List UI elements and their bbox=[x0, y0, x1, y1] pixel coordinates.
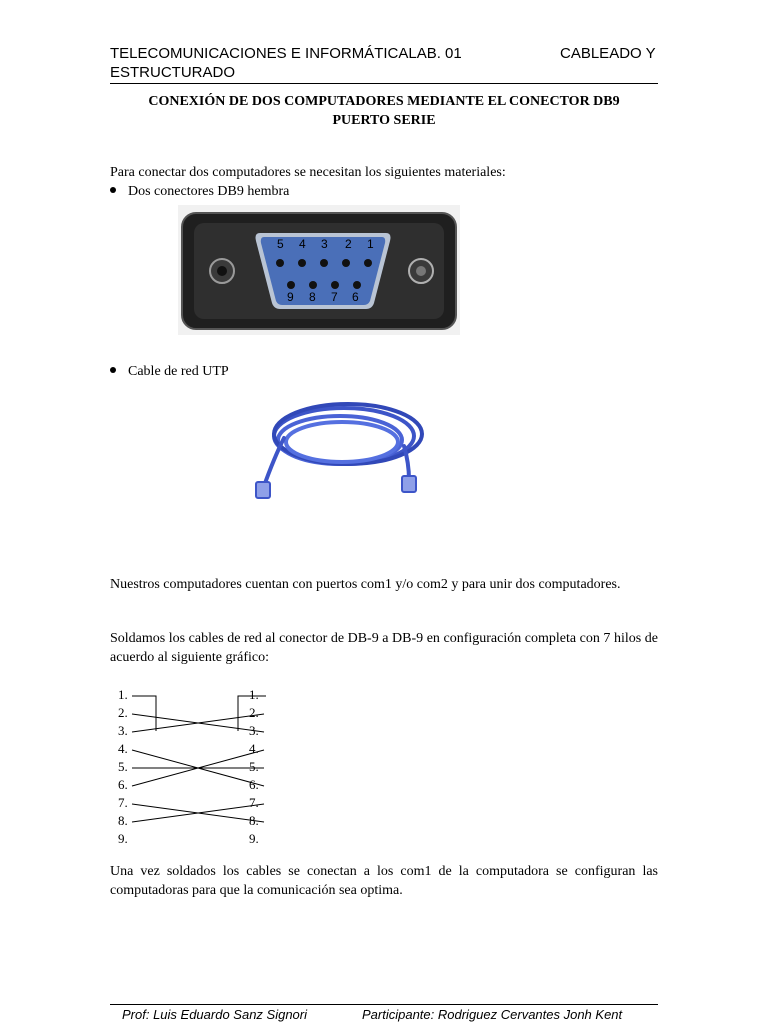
paragraph-ports: Nuestros computadores cuentan con puertos com1 y/o com2 y para unir dos computadores. bbox=[110, 577, 621, 592]
right-pin: 7. bbox=[249, 795, 259, 810]
bullet-dot bbox=[110, 187, 116, 193]
paragraph-wiring: Soldamos los cables de red al conector de DB-9 a DB-9 en configuración completa con 7 hilos de acuerdo al siguiente gráfico: bbox=[110, 631, 658, 665]
bullet-db9-text: Dos conectores DB9 hembra bbox=[128, 184, 290, 199]
paragraph-config: Una vez soldados los cables se conectan a los com1 de la computadora se configuran las computadoras para que la comunicación sea optima. bbox=[110, 864, 658, 898]
footer-participant: Participante: Rodriguez Cervantes Jonh Kent bbox=[362, 1007, 623, 1022]
header-left-line1: TELECOMUNICACIONES E INFORMÁTICALAB. 01 bbox=[110, 45, 462, 62]
footer-professor: Prof: Luis Eduardo Sanz Signori bbox=[122, 1007, 307, 1022]
bullet-dot bbox=[110, 367, 116, 373]
intro-text: Para conectar dos computadores se necesitan los siguientes materiales: bbox=[110, 165, 506, 180]
right-pin: 3. bbox=[249, 723, 259, 738]
left-pin: 9. bbox=[118, 831, 128, 846]
document-title bbox=[110, 92, 658, 130]
right-pin: 5. bbox=[249, 759, 259, 774]
pin-label: 8 bbox=[309, 290, 316, 304]
bullet-db9 bbox=[110, 182, 289, 201]
pin-label: 5 bbox=[277, 237, 284, 251]
right-pin: 2. bbox=[249, 705, 259, 720]
left-pin: 8. bbox=[118, 813, 128, 828]
header-left-line2: ESTRUCTURADO bbox=[110, 64, 236, 81]
title-line2: PUERTO SERIE bbox=[332, 113, 436, 128]
left-pin: 3. bbox=[118, 723, 128, 738]
left-pin: 7. bbox=[118, 795, 128, 810]
header-rule bbox=[110, 83, 658, 84]
right-pin: 4. bbox=[249, 741, 259, 756]
pin-label: 9 bbox=[287, 290, 294, 304]
left-pin: 5. bbox=[118, 759, 128, 774]
bullet-utp-text: Cable de red UTP bbox=[128, 364, 229, 379]
right-pin: 1. bbox=[249, 687, 259, 702]
pin-label: 2 bbox=[345, 237, 352, 251]
db9-connector-image bbox=[178, 205, 460, 335]
wiring-lines bbox=[118, 686, 278, 848]
left-pin: 4. bbox=[118, 741, 128, 756]
right-pin: 8. bbox=[249, 813, 259, 828]
pin-label: 1 bbox=[367, 237, 374, 251]
bullet-utp bbox=[110, 362, 229, 381]
wiring-diagram bbox=[118, 686, 278, 848]
utp-cable-image bbox=[244, 398, 428, 508]
pin-label: 7 bbox=[331, 290, 338, 304]
pin-label: 4 bbox=[299, 237, 306, 251]
right-pin: 9. bbox=[249, 831, 259, 846]
left-pin: 2. bbox=[118, 705, 128, 720]
left-pin: 1. bbox=[118, 687, 128, 702]
title-line1: CONEXIÓN DE DOS COMPUTADORES MEDIANTE EL CONECTOR DB9 bbox=[148, 94, 620, 109]
header-right: CABLEADO Y bbox=[560, 45, 656, 62]
footer-rule bbox=[110, 1004, 658, 1005]
left-pin: 6. bbox=[118, 777, 128, 792]
pin-label: 3 bbox=[321, 237, 328, 251]
right-pin: 6. bbox=[249, 777, 259, 792]
pin-label: 6 bbox=[352, 290, 359, 304]
